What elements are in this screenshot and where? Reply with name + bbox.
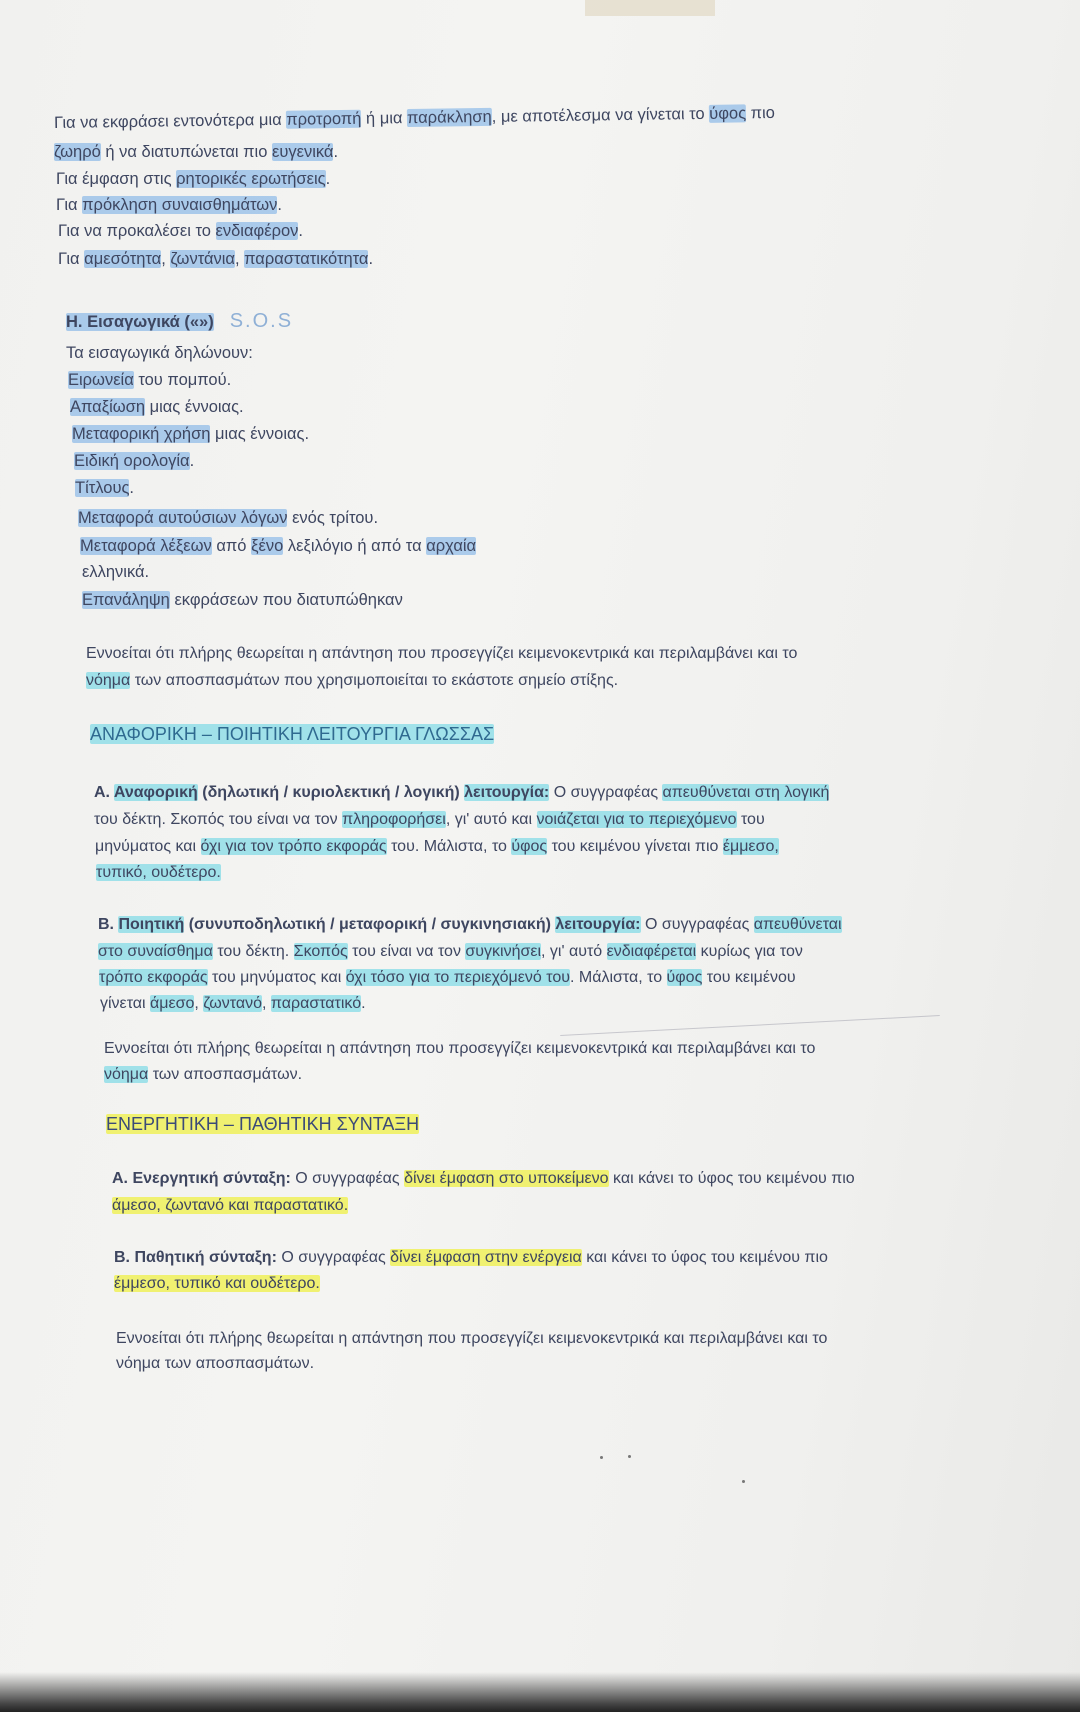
text-line [94,811,765,829]
text: ελληνικά. [82,563,150,581]
text-line [56,196,282,215]
text-line [114,1249,828,1267]
text: μηνύματος και [95,838,201,855]
highlight: όχι τόσο για το περιεχόμενό του [345,969,570,986]
highlight: παραστατικό [270,995,362,1012]
text: Τα εισαγωγικά δηλώνουν: [66,344,253,362]
list-item [68,371,231,390]
text: . [129,479,135,497]
text: μιας έννοιας. [145,398,244,416]
highlight: Ποιητική [118,916,185,933]
note-line [86,645,797,663]
highlight: έμμεσο, τυπικό και ουδέτερο. [114,1275,320,1292]
text: και κάνει το ύφος του κειμένου πιο [581,1249,828,1266]
speck [600,1456,603,1459]
highlight: όχι για τον τρόπο εκφοράς [200,838,387,855]
text: του κειμένου γίνεται πιο [547,838,723,855]
text: . [277,196,282,214]
text-line [98,916,842,934]
text: , [194,995,204,1012]
highlight: ζωντάνια [170,250,235,268]
highlight: Μεταφορική χρήση [72,425,211,443]
highlight: Σκοπός [293,943,348,960]
text: . [368,250,374,268]
list-item [74,452,194,471]
list-item [70,398,244,417]
text: Ο συγγραφέας [290,1170,405,1187]
highlight: Αναφορική [113,784,198,801]
list-item [80,537,476,556]
list-item [82,591,403,610]
text: . Μάλιστα, το [569,969,667,986]
highlight: παραστατικότητα [244,250,369,268]
highlight: Μεταφορά λέξεων [80,537,212,555]
text: του κειμένου [702,969,796,986]
text-line [100,995,366,1013]
highlight: άμεσο [150,995,195,1012]
text: Εννοείται ότι πλήρης θεωρείται η απάντηση που προσεγγίζει κειμενοκεντρικά και περιλαμβάνει και το [116,1330,828,1347]
section-title: ΕΝΕΡΓΗΤΙΚΗ – ΠΑΘΗΤΙΚΗ ΣΥΝΤΑΞΗ [106,1114,420,1134]
speck [742,1480,745,1483]
highlight: ενδιαφέρεται [606,943,697,960]
highlight: δίνει έμφαση στην ενέργεια [390,1249,582,1266]
text-line [95,838,779,856]
text: , με αποτέλεσμα να γίνεται το [491,104,710,126]
highlight: άμεσο, ζωντανό και παραστατικό. [112,1197,349,1214]
highlight: Ειδική ορολογία [74,452,190,470]
text: λεξιλόγιο ή από τα [283,537,427,555]
highlight: στο συναίσθημα [98,943,213,960]
text: του μηνύματος και [207,969,346,986]
text-line [99,969,796,987]
highlight: απευθύνεται [753,916,842,933]
handwritten-note: S.O.S [229,310,294,332]
text: Για να εκφράσει εντονότερα μια [53,110,287,132]
text: Α. [94,784,114,801]
page-edge-shadow [0,1672,1080,1712]
text-line [56,170,330,189]
text: του είναι να τον [347,943,466,960]
text-line [114,1275,320,1293]
highlight: προτροπή [286,109,362,129]
note-line [86,672,618,690]
text: . [325,170,331,188]
text-line [82,563,149,582]
highlight: τυπικό, ουδέτερο. [96,864,221,881]
highlight: λειτουργία: [555,916,641,933]
text: Α. Ενεργητική σύνταξη: [112,1170,291,1187]
highlight: Επανάληψη [82,591,170,609]
highlight: αμεσότητα [84,250,162,268]
text: νόημα των αποσπασμάτων. [116,1355,315,1372]
highlight: νόημα [104,1066,149,1083]
text: , γι' αυτό και [445,811,537,828]
text: Ο συγγραφέας [276,1249,391,1266]
text: Για [56,196,83,214]
list-item [75,479,134,498]
highlight: συγκινήσει [465,943,542,960]
text: Εννοείται ότι πλήρης θεωρείται η απάντηση που προσεγγίζει κειμενοκεντρικά και περιλαμβάνει και το [104,1040,816,1057]
text: Β. Παθητική σύνταξη: [114,1249,277,1266]
text: Ο συγγραφέας [549,784,663,801]
text: . [361,995,366,1012]
text: . [189,452,195,470]
text: γίνεται [100,995,151,1012]
highlight: πληροφορήσει [342,811,446,828]
section-heading [90,724,494,745]
highlight: απευθύνεται στη λογική [662,784,830,801]
highlight: Απαξίωση [70,398,145,416]
highlight: παράκληση [406,107,492,128]
note-line [104,1040,815,1058]
text: (συνυποδηλωτική / μεταφορική / συγκινησιακή) [184,916,556,933]
highlight: έμμεσο, [722,838,779,855]
text: του δέκτη. [212,943,294,960]
highlight: ρητορικές ερωτήσεις [176,170,326,188]
text: του [736,811,765,828]
highlight: λειτουργία: [464,784,550,801]
highlight: νοιάζεται για το περιεχόμενο [536,811,737,828]
text-line [112,1197,348,1215]
highlight: ύφος [511,838,548,855]
text: του δέκτη. Σκοπός του είναι να τον [94,811,343,828]
text: εκφράσεων που διατυπώθηκαν [169,591,403,609]
section-title: Η. Εισαγωγικά («») [66,313,214,331]
highlight: αρχαία [426,537,477,555]
list-item [78,509,378,528]
highlight: ζωντανό [203,995,263,1012]
note-line [104,1066,302,1084]
text: (δηλωτική / κυριολεκτική / λογική) [197,784,465,801]
text: , [262,995,271,1012]
highlight: Τίτλους [75,479,130,497]
tape-strip [585,0,715,16]
highlight: ύφος [666,969,703,986]
text: Ο συγγραφέας [640,916,754,933]
text: Για έμφαση στις [56,170,177,188]
text: ενός τρίτου. [287,509,379,527]
highlight: Ειρωνεία [68,371,134,389]
section-heading [66,310,293,333]
highlight: ζωηρό [54,143,101,161]
note-line [116,1355,314,1373]
note-line [116,1330,827,1348]
text-line [54,104,775,133]
text-line [58,222,303,241]
highlight: δίνει έμφαση στο υποκείμενο [404,1170,609,1187]
text: και κάνει το ύφος του κειμένου πιο [608,1170,855,1187]
text: ή να διατυπώνεται πιο [100,143,272,161]
highlight: ύφος [709,104,747,123]
text: Για να προκαλέσει το [58,222,216,240]
text-line [58,250,373,269]
text-line [112,1170,855,1188]
text-line [54,143,338,162]
text: από [211,537,252,555]
highlight: ενδιαφέρον [215,222,299,240]
highlight: ευγενικά [271,143,334,161]
text-line [94,784,829,802]
text: , [161,250,171,268]
text: Εννοείται ότι πλήρης θεωρείται η απάντηση που προσεγγίζει κειμενοκεντρικά και περιλαμβάνει και το [86,645,798,662]
list-item [72,425,309,444]
text-line [66,344,253,363]
highlight: Μεταφορά αυτούσιων λόγων [78,509,288,527]
text-line [96,864,221,882]
text: του πομπού. [133,371,232,389]
highlight: ξένο [251,537,284,555]
text: κυρίως για τον [696,943,803,960]
highlight: νόημα [86,672,131,689]
highlight: τρόπο εκφοράς [99,969,208,986]
text: , [234,250,245,268]
text: ή μια [361,109,408,128]
text: πιο [745,103,776,123]
text: Για [58,250,85,268]
text: Β. [98,916,119,933]
section-heading [106,1114,419,1135]
text: των αποσπασμάτων που χρησιμοποιείται το εκάστοτε σημείο στίξης. [130,672,619,689]
highlight: πρόκληση συναισθημάτων [82,196,278,214]
text: μιας έννοιας. [210,425,310,443]
text: . [333,143,339,161]
text: . [298,222,303,240]
section-title: ΑΝΑΦΟΡΙΚΗ – ΠΟΙΗΤΙΚΗ ΛΕΙΤΟΥΡΓΙΑ ΓΛΩΣΣΑΣ [90,724,495,744]
text: του. Μάλιστα, το [386,838,512,855]
text: , γι' αυτό [541,943,607,960]
paper-crease [560,1015,940,1036]
text-line [98,943,803,961]
speck [628,1455,631,1458]
text: των αποσπασμάτων. [148,1066,303,1083]
